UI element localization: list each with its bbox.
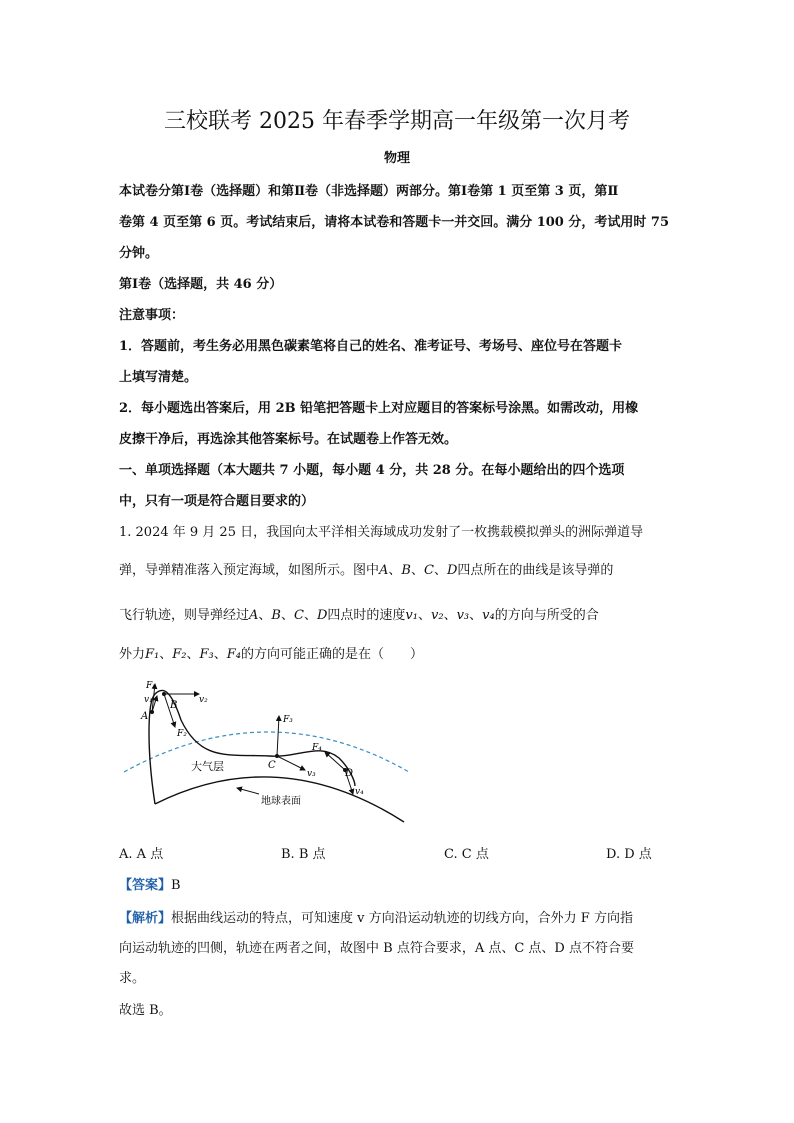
trajectory-diagram (119, 672, 419, 832)
q1-f4: F₄ (226, 647, 241, 662)
label-a: A (141, 711, 149, 722)
label-f2: F₂ (177, 729, 187, 739)
notice-item-2-line-1: 2．每小题选出答案后，用 2B 铅笔把答题卡上对应题目的答案标号涂黑。如需改动，用橡 (119, 401, 639, 416)
question1-line-3 (119, 604, 599, 623)
answer-close-bracket: 】 (158, 878, 172, 893)
q1-v1: v₁ (405, 608, 418, 623)
sep: 、 (258, 608, 272, 623)
q1-point-b: B (271, 608, 281, 623)
label-v3: v₃ (307, 769, 316, 779)
q1-f1: F₁ (145, 647, 160, 662)
intro-line-2: 卷第 4 页至第 6 页。考试结束后，请将本试卷和答题卡一并交回。满分 100 分，考试用时 75 (119, 215, 669, 230)
analysis-open-bracket: 【 (119, 911, 133, 926)
question1-line-2 (119, 559, 613, 578)
label-f3: F₃ (283, 715, 293, 725)
q1-v4: v₄ (482, 608, 495, 623)
sep: 、 (433, 563, 447, 578)
option-b[interactable] (281, 843, 326, 862)
question1-line-1: 1. 2024 年 9 月 25 日，我国向太平洋相关海域成功发射了一枚携载模拟弹头的洲际弹道导 (119, 525, 644, 540)
q1-point-a: A (249, 608, 259, 623)
q1-line4-text: 外力 (119, 647, 146, 662)
answer-tag: 答案 (132, 878, 159, 893)
atmosphere-label: 大气层 (191, 760, 224, 773)
intro-line-3: 分钟。 (119, 246, 159, 261)
q1-v3: v₃ (456, 608, 470, 623)
analysis-text-1: 根据曲线运动的特点，可知速度 v 方向沿运动轨迹的切线方向，合外力 F 方向指 (171, 911, 633, 926)
sep: 、 (159, 647, 173, 662)
option-d-letter: D. (606, 847, 621, 862)
sep: 、 (186, 647, 200, 662)
option-a-text: A 点 (136, 847, 164, 862)
atmosphere-boundary (124, 732, 409, 772)
notice-item-1-line-1: 1．答题前，考生务必用黑色碳素笔将自己的姓名、准考证号、考场号、座位号在答题卡 (119, 339, 623, 354)
analysis-conclusion: 故选 B。 (119, 1003, 172, 1018)
q1-f2: F₂ (172, 647, 187, 662)
option-d[interactable] (606, 843, 652, 862)
q1-line3-post: 的方向与所受的合 (494, 608, 599, 623)
notice-item-2-line-2: 皮擦干净后，再选涂其他答案标号。在试题卷上作答无效。 (119, 432, 458, 447)
q1-point-a: A (379, 563, 389, 578)
sep: 、 (443, 608, 457, 623)
section1-heading-line-2: 中，只有一项是符合题目要求的） (119, 494, 315, 509)
q1-v2: v₂ (431, 608, 444, 623)
q1-line2-text: 弹，导弹精准落入预定海域，如图所示。图中 (119, 563, 380, 578)
q1-line3-mid: 四点时的速度 (327, 608, 406, 623)
notice-item-1-line-2: 上填写清楚。 (119, 370, 198, 385)
option-c[interactable] (444, 843, 489, 862)
sep: 、 (417, 608, 431, 623)
section1-heading-line-1: 一、单项选择题（本大题共 7 小题，每小题 4 分，共 28 分。在每小题给出的四个选项 (119, 463, 625, 478)
sep: 、 (469, 608, 483, 623)
answer-line (119, 874, 181, 893)
label-c: C (268, 760, 276, 771)
option-a[interactable] (119, 843, 163, 862)
q1-point-c: C (294, 608, 304, 623)
label-f4: F₄ (312, 743, 322, 753)
answer-open-bracket: 【 (119, 878, 133, 893)
option-a-letter: A. (119, 847, 133, 862)
label-d: D (345, 768, 354, 779)
answer-value: B (171, 878, 181, 893)
analysis-line-2: 向运动轨迹的凹侧，轨迹在两者之间，故图中 B 点符合要求，A 点、C 点、D 点不符合要 (119, 941, 634, 956)
analysis-tag: 解析 (132, 911, 159, 926)
vector-f3 (277, 716, 279, 756)
q1-line3-text: 飞行轨迹，则导弹经过 (119, 608, 250, 623)
option-c-text: C 点 (461, 847, 489, 862)
sep: 、 (213, 647, 227, 662)
sep: 、 (410, 563, 424, 578)
part1-heading: 第Ⅰ卷（选择题，共 46 分） (119, 277, 283, 292)
analysis-line-3: 求。 (119, 971, 146, 986)
label-v2: v₂ (199, 695, 208, 705)
surface-label: 地球表面 (261, 796, 301, 807)
sep: 、 (280, 608, 294, 623)
question1-line-4 (119, 643, 423, 662)
option-b-letter: B. (281, 847, 295, 862)
q1-f3: F₃ (199, 647, 214, 662)
missile-trajectory (149, 690, 355, 804)
label-f1: F₁ (146, 681, 156, 691)
q1-point-d: D (446, 563, 458, 578)
analysis-close-bracket: 】 (158, 911, 172, 926)
intro-line-1: 本试卷分第Ⅰ卷（选择题）和第Ⅱ卷（非选择题）两部分。第Ⅰ卷第 1 页至第 3 页，第Ⅱ (119, 184, 619, 199)
q1-line4-post: 的方向可能正确的是在（ ） (241, 647, 424, 662)
q1-line2-post: 四点所在的曲线是该导弹的 (457, 563, 614, 578)
q1-point-d: D (316, 608, 328, 623)
vector-v3 (277, 756, 305, 770)
q1-point-c: C (424, 563, 434, 578)
label-b: B (170, 700, 178, 711)
label-v4: v₄ (355, 787, 364, 797)
surface-pointer (237, 788, 259, 794)
subject-title: 物理 (383, 151, 410, 166)
label-v1: v₁ (144, 695, 153, 705)
analysis-line-1 (119, 907, 633, 926)
option-b-text: B 点 (298, 847, 326, 862)
sep: 、 (388, 563, 402, 578)
option-c-letter: C. (444, 847, 458, 862)
option-d-text: D 点 (624, 847, 652, 862)
notice-heading: 注意事项： (119, 308, 185, 323)
exam-title: 三校联考 2025 年春季学期高一年级第一次月考 (164, 109, 630, 134)
q1-point-b: B (401, 563, 411, 578)
sep: 、 (303, 608, 317, 623)
